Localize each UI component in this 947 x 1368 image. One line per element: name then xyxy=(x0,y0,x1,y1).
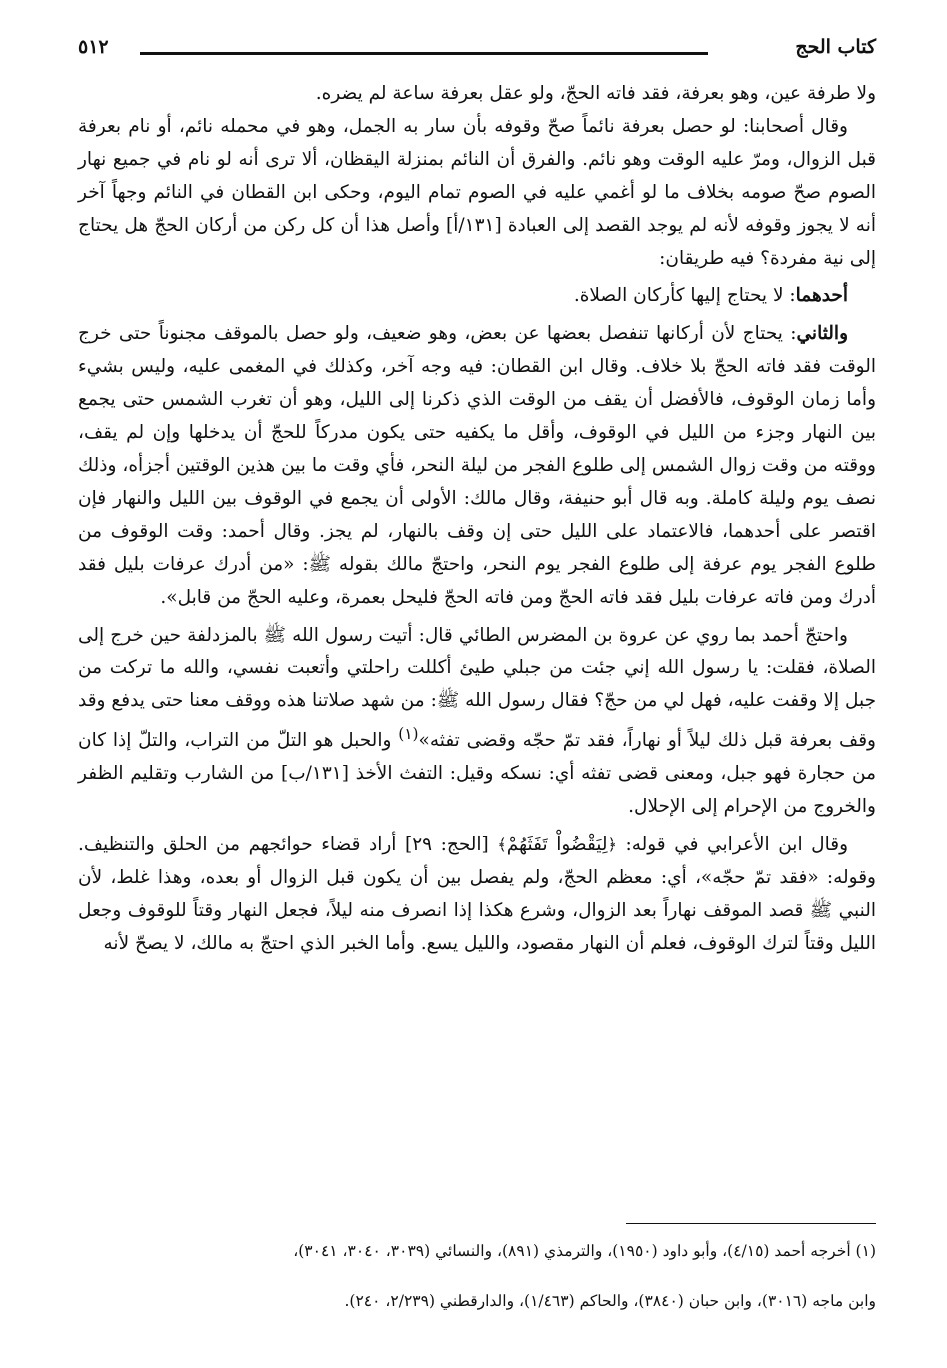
quran-quote: لِيَقْضُواْ تَفَثَهُمْ xyxy=(506,834,608,856)
footnote-1: (١) أخرجه أحمد (٤/١٥)، وأبو داود (١٩٥٠)، والترمذي (٨٩١)، والنسائي (٣٠٣٩، ٣٠٤٠، ٣٠٤١)، xyxy=(293,1242,876,1260)
paragraph-first-view xyxy=(78,280,876,313)
paragraph-continuation: ولا طرفة عين، وهو بعرفة، فقد فاته الحجّ، ولو عقل بعرفة ساعة لم يضره. xyxy=(315,83,876,104)
header-rule xyxy=(140,52,708,55)
ahmad-argument-tail: والحبل هو التلّ من التراب، والتلّ إذا كان من حجارة فهو جبل، ومعنى قضى تفثه أي: نسكه وقيل: التفث الأخذ [١٣١/ب] من الشارب وتقليم الظفر والخروج من الإحرام إلى الإحلال. xyxy=(78,730,876,818)
footnotes xyxy=(78,1238,876,1314)
paragraph-second-view xyxy=(78,318,876,614)
paragraph-ahmad-argument xyxy=(78,620,876,825)
footnote-reference: (١) xyxy=(398,725,419,744)
page-number: ٥١٢ xyxy=(78,36,109,58)
ibn-arabi-intro: وقال ابن الأعرابي في قوله: xyxy=(616,834,849,856)
first-view-label: أحدهما xyxy=(795,285,848,307)
page-header xyxy=(78,36,876,70)
ahmad-argument-text: واحتجّ أحمد بما روي عن عروة بن المضرس الطائي قال: أتيت رسول الله ﷺ بالمزدلفة حين خرج إلى الصلاة، فقلت: يا رسول الله إني جئت من جبلي طيئ أكللت راحلتي وأتعبت نفسي، والله ما تركت من جبل إلا وقفت عليه، فهل لي من حجّ؟ فقال رسول الله ﷺ: من شهد صلاتنا هذه ووقف معنا حتى يدفع وقد وقف بعرفة قبل ذلك ليلاً أو نهاراً، فقد تمّ حجّه وقضى تفثه» xyxy=(78,624,876,752)
ibn-arabi-text: [الحج: ٢٩] أراد قضاء حوائجهم من الحلق والتنظيف. وقوله: «فقد تمّ حجّه»، أي: معظم الحجّ، ولم يفصل بين أن يكون قبل الزوال أو بعده، وهذا غلط، لأن النبي ﷺ قصد الموقف نهاراً بعد الزوال، وشرع هكذا إذا انصرف منه ليلاً، فجعل النهار وقتاً للوقوف وجعل الليل وقتاً لترك الوقوف، فعلم أن النهار مقصود، والليل يسع. وأما الخبر الذي احتجّ به مالك، لا يصحّ لأنه xyxy=(78,834,876,954)
second-view-label: والثاني xyxy=(796,323,848,345)
quran-close-bracket: ﴾ xyxy=(497,835,507,855)
second-view-text: : يحتاج لأن أركانها تنفصل بعضها عن بعض، وهو ضعيف، ولو حصل بالموقف مجنوناً حتى خرج الوقت فقد فاته الحجّ بلا خلاف. وقال ابن القطان: فيه وجه آخر، وكذلك في المغمى عليه، وليس بشيء وأما زمان الوقوف، فالأفضل أن يقف من الوقت الذي ذكرنا إلى الليل، وهو أن تغرب الشمس حتى يجمع بين النهار وجزء من الليل في الوقوف، وأقل ما يكفيه حتى يكون مدركاً للحجّ أن يدخلها وإن لم يقف، ووقته من وقت زوال الشمس إلى طلوع الفجر من ليلة النحر، فأي وقت ما بين هذين الوقتين أجزأه، وذلك نصف يوم وليلة كاملة. وبه قال أبو حنيفة، وقال مالك: الأولى أن يجمع في الوقوف بين الليل والنهار فإن اقتصر على أحدهما، فالاعتماد على الليل حتى إن وقف بالنهار، لم يجز. وقال أحمد: وقت الوقوف من طلوع الفجر يوم عرفة إلى طلوع الفجر يوم النحر، واحتجّ مالك بقوله ﷺ: «من أدرك عرفات بليل فقد أدرك ومن فاته عرفات بليل فقد فاته الحجّ ومن فاته الحجّ فليحل بعمرة، وعليه الحجّ من قابل». xyxy=(78,323,876,608)
chapter-title: كتاب الحج xyxy=(795,36,876,58)
footnote-rule xyxy=(626,1223,876,1224)
paragraph-ashabuna: وقال أصحابنا: لو حصل بعرفة نائماً صحّ وقوفه بأن سار به الجمل، وهو في محمله نائم، أو نام بعرفة قبل الزوال، ومرّ عليه الوقت وهو نائم. والفرق أن النائم بمنزلة اليقظان، ألا ترى أنه لو نام في جميع نهار الصوم صحّ صومه بخلاف ما لو أغمي عليه في الصوم تمام اليوم، وحكى ابن القطان في النائم وجهاً آخر أنه لا يجوز وقوفه لأنه لم يوجد القصد إلى العبادة [١٣١/أ] وأصل هذا أن كل ركن من أركان الحجّ هل يحتاج إلى نية مفردة؟ فيه طريقان: xyxy=(78,115,876,269)
paragraph-ibn-arabi xyxy=(78,829,876,961)
quran-open-bracket: ﴿ xyxy=(607,835,617,855)
footnote-1-continued: وابن ماجه (٣٠١٦)، وابن حبان (٣٨٤٠)، والحاكم (١/٤٦٣)، والدارقطني (٢/٢٣٩، ٢٤٠). xyxy=(344,1292,876,1310)
main-text xyxy=(78,78,876,961)
first-view-text: : لا يحتاج إليها كأركان الصلاة. xyxy=(573,285,796,307)
